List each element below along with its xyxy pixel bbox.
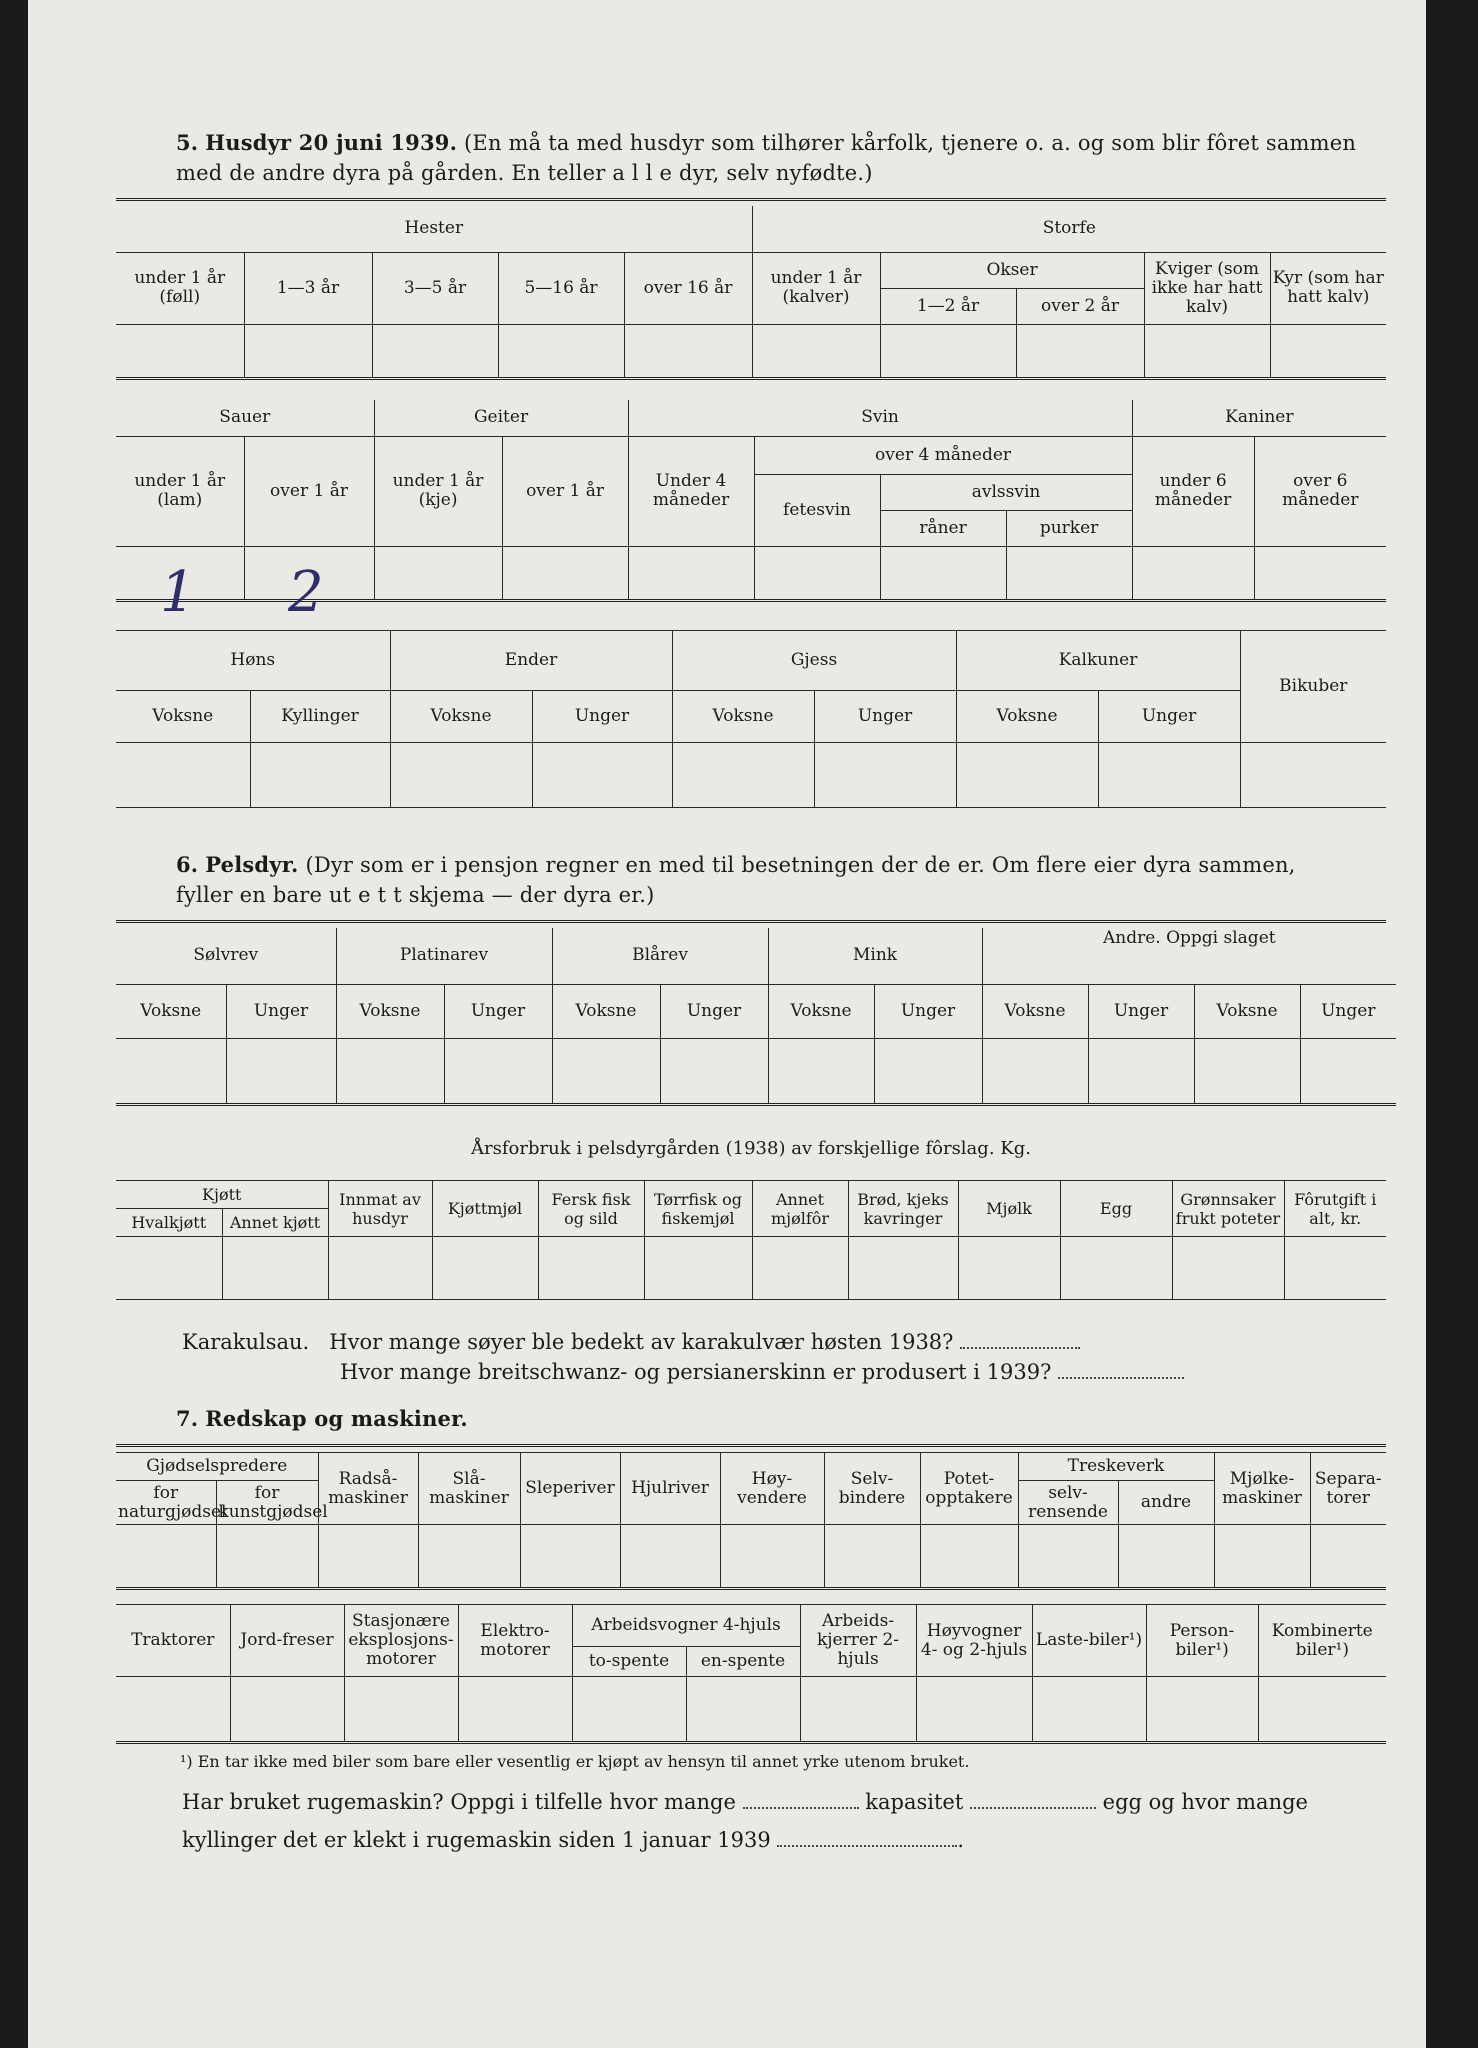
col-hest-over-16: over 16 år xyxy=(624,252,752,324)
cell-input[interactable] xyxy=(444,1038,552,1104)
col-fersk-fisk: Fersk fisk og sild xyxy=(538,1181,644,1237)
cell-input[interactable] xyxy=(116,1038,226,1104)
cell-input[interactable] xyxy=(520,1525,620,1589)
answer-line[interactable] xyxy=(970,1807,1096,1809)
section-number: 7. xyxy=(176,1406,199,1431)
col-hvalkjott: Hvalkjøtt xyxy=(116,1209,222,1237)
cell-input[interactable] xyxy=(1098,743,1240,808)
section-text: fyller en bare ut e t t skjema — der dyra er.) xyxy=(176,883,655,907)
cell-input[interactable] xyxy=(552,1038,660,1104)
section-5-heading xyxy=(176,128,1356,188)
col-lam: under 1 år (lam) xyxy=(116,436,244,546)
section-text: (En må ta med husdyr som tilhører kårfolk, tjenere o. a. og som blir fôret sammen xyxy=(464,131,1357,155)
cell-input[interactable] xyxy=(958,1237,1060,1300)
karakul-question-2 xyxy=(340,1358,1184,1386)
col-ender-voksne: Voksne xyxy=(390,691,532,743)
table-forbruk xyxy=(116,1180,1386,1300)
col-mjolkemaskiner: Mjølke-maskiner xyxy=(1214,1453,1310,1525)
cell-input[interactable] xyxy=(720,1525,824,1589)
col-kunstgjodsel: for kunstgjødsel xyxy=(216,1481,318,1525)
rugemaskin-question-1 xyxy=(182,1788,1392,1816)
col-okser-1-2: 1—2 år xyxy=(880,288,1016,324)
cell-input[interactable] xyxy=(1018,1525,1118,1589)
col-gjess-unger: Unger xyxy=(814,691,956,743)
cell-input[interactable] xyxy=(628,546,754,600)
col-andre: andre xyxy=(1118,1481,1214,1525)
cell-input[interactable] xyxy=(1016,324,1144,378)
cell-input[interactable] xyxy=(116,1677,230,1743)
cell-input[interactable] xyxy=(660,1038,768,1104)
cell-input[interactable] xyxy=(532,743,672,808)
cell-input[interactable] xyxy=(244,324,372,378)
header-storfe: Storfe xyxy=(752,206,1386,252)
cell-input[interactable] xyxy=(644,1237,752,1300)
col-hons-voksne: Voksne xyxy=(116,691,250,743)
cell-input[interactable] xyxy=(1214,1525,1310,1589)
cell-input[interactable] xyxy=(752,1237,848,1300)
col-selvrensende: selv-rensende xyxy=(1018,1481,1118,1525)
cell-input[interactable] xyxy=(880,546,1006,600)
col-innmat: Innmat av husdyr xyxy=(328,1181,432,1237)
cell-input[interactable] xyxy=(1194,1038,1300,1104)
cell-input[interactable] xyxy=(538,1237,644,1300)
col-svin-over-4: over 4 måneder xyxy=(754,436,1132,474)
cell-input[interactable] xyxy=(620,1525,720,1589)
cell-input[interactable] xyxy=(374,546,502,600)
handwritten-lam: 1 xyxy=(160,560,196,625)
answer-line[interactable] xyxy=(777,1845,957,1847)
col-torrfisk: Tørrfisk og fiskemjøl xyxy=(644,1181,752,1237)
header-svin: Svin xyxy=(628,400,1132,436)
col-okser-over-2: over 2 år xyxy=(1016,288,1144,324)
col-raner: råner xyxy=(880,510,1006,546)
divider xyxy=(116,198,1386,201)
col-potetopptakere: Potet-opptakere xyxy=(920,1453,1018,1525)
cell-input[interactable] xyxy=(800,1677,916,1743)
col-jordfreser: Jord-freser xyxy=(230,1605,344,1677)
header-platinarev: Platinarev xyxy=(336,928,552,984)
col-fetesvin: fetesvin xyxy=(754,474,880,546)
rugemaskin-text: Har bruket rugemaskin? Oppgi i tilfelle hvor mange xyxy=(182,1790,736,1814)
cell-input[interactable] xyxy=(982,1038,1088,1104)
col-gjess-voksne: Voksne xyxy=(672,691,814,743)
cell-input[interactable] xyxy=(390,743,532,808)
col-hest-3-5: 3—5 år xyxy=(372,252,498,324)
col-kombinerte-biler: Kombinerte biler¹) xyxy=(1258,1605,1386,1677)
col-kjott: Kjøtt xyxy=(116,1181,328,1209)
col-kyr: Kyr (som har hatt kalv) xyxy=(1270,252,1386,324)
col-brod: Brød, kjeks kavringer xyxy=(848,1181,958,1237)
cell-input[interactable] xyxy=(498,324,624,378)
answer-line[interactable] xyxy=(1058,1377,1184,1379)
col-lastebiler: Laste-biler¹) xyxy=(1032,1605,1146,1677)
col-sau-over-1: over 1 år xyxy=(244,436,374,546)
col-sleperiver: Sleperiver xyxy=(520,1453,620,1525)
table-pelsdyr xyxy=(116,928,1396,1106)
cell-input[interactable] xyxy=(336,1038,444,1104)
col-radsamaskiner: Radså-maskiner xyxy=(318,1453,418,1525)
col-hoyvogner: Høyvogner 4- og 2-hjuls xyxy=(916,1605,1032,1677)
header-hons: Høns xyxy=(116,631,390,691)
section-title: Redskap og maskiner. xyxy=(205,1406,468,1431)
forbruk-caption: Årsforbruk i pelsdyrgården (1938) av forskjellige fôrslag. Kg. xyxy=(471,1138,1031,1159)
col-kanin-under-6: under 6 måneder xyxy=(1132,436,1254,546)
cell-input[interactable] xyxy=(672,743,814,808)
col-egg: Egg xyxy=(1060,1181,1172,1237)
cell-input[interactable] xyxy=(216,1525,318,1589)
cell-input[interactable] xyxy=(916,1677,1032,1743)
col-kviger: Kviger (som ikke har hatt kalv) xyxy=(1144,252,1270,324)
col-gronnsaker: Grønnsaker frukt poteter xyxy=(1172,1181,1284,1237)
cell-input[interactable] xyxy=(1146,1677,1258,1743)
cell-input[interactable] xyxy=(874,1038,982,1104)
cell-input[interactable] xyxy=(1172,1237,1284,1300)
col-voksne: Voksne xyxy=(768,984,874,1038)
header-kaniner: Kaniner xyxy=(1132,400,1386,436)
cell-input[interactable] xyxy=(754,546,880,600)
col-kalver: under 1 år (kalver) xyxy=(752,252,880,324)
cell-input[interactable] xyxy=(116,1525,216,1589)
col-elektromotorer: Elektro-motorer xyxy=(458,1605,572,1677)
cell-input[interactable] xyxy=(222,1237,328,1300)
footnote: ¹) En tar ikke med biler som bare eller vesentlig er kjøpt av hensyn til annet yrke utenom bruket. xyxy=(180,1752,970,1771)
divider xyxy=(116,1444,1386,1447)
col-unger: Unger xyxy=(1300,984,1396,1038)
col-naturgjodsel: for naturgjødsel xyxy=(116,1481,216,1525)
rugemaskin-text: egg og hvor mange xyxy=(1102,1790,1308,1814)
cell-input[interactable] xyxy=(1060,1237,1172,1300)
cell-input[interactable] xyxy=(328,1237,432,1300)
cell-input[interactable] xyxy=(848,1237,958,1300)
col-kjottmjol: Kjøttmjøl xyxy=(432,1181,538,1237)
cell-input[interactable] xyxy=(824,1525,920,1589)
header-geiter: Geiter xyxy=(374,400,628,436)
header-kalkuner: Kalkuner xyxy=(956,631,1240,691)
col-okser: Okser xyxy=(880,252,1144,288)
cell-input[interactable] xyxy=(116,324,244,378)
cell-input[interactable] xyxy=(1006,546,1132,600)
divider xyxy=(116,920,1386,923)
cell-input[interactable] xyxy=(768,1038,874,1104)
cell-input[interactable] xyxy=(880,324,1016,378)
section-title: Pelsdyr. xyxy=(205,852,299,877)
col-slamaskiner: Slå-maskiner xyxy=(418,1453,520,1525)
answer-line[interactable] xyxy=(743,1807,859,1809)
cell-input[interactable] xyxy=(1310,1525,1386,1589)
cell-input[interactable] xyxy=(624,324,752,378)
table-traktorer xyxy=(116,1604,1386,1744)
section-number: 6. xyxy=(176,852,199,877)
col-unger: Unger xyxy=(444,984,552,1038)
header-hester: Hester xyxy=(116,206,752,252)
table-hester-storfe xyxy=(116,206,1386,380)
col-to-spente: to-spente xyxy=(572,1647,686,1677)
cell-input[interactable] xyxy=(250,743,390,808)
header-blarev: Blårev xyxy=(552,928,768,984)
col-hoyvendere: Høy-vendere xyxy=(720,1453,824,1525)
section-6-heading xyxy=(176,850,1296,910)
cell-input[interactable] xyxy=(458,1677,572,1743)
col-kalkun-voksne: Voksne xyxy=(956,691,1098,743)
cell-input[interactable] xyxy=(1270,324,1386,378)
col-purker: purker xyxy=(1006,510,1132,546)
cell-input[interactable] xyxy=(920,1525,1018,1589)
header-bikuber: Bikuber xyxy=(1240,631,1386,743)
header-ender: Ender xyxy=(390,631,672,691)
karakul-q2: Hvor mange breitschwanz- og persianerskinn er produsert i 1939? xyxy=(340,1360,1052,1384)
col-hjulriver: Hjulriver xyxy=(620,1453,720,1525)
karakul-question-1 xyxy=(182,1328,1080,1356)
col-gjodselspredere: Gjødselspredere xyxy=(116,1453,318,1481)
col-annet-kjott: Annet kjøtt xyxy=(222,1209,328,1237)
col-hest-5-16: 5—16 år xyxy=(498,252,624,324)
cell-input[interactable] xyxy=(432,1237,538,1300)
col-unger: Unger xyxy=(226,984,336,1038)
cell-input[interactable] xyxy=(344,1677,458,1743)
section-number: 5. xyxy=(176,130,199,155)
cell-input[interactable] xyxy=(226,1038,336,1104)
col-voksne: Voksne xyxy=(1194,984,1300,1038)
col-voksne: Voksne xyxy=(336,984,444,1038)
cell-input[interactable] xyxy=(686,1677,800,1743)
col-voksne: Voksne xyxy=(982,984,1088,1038)
col-avlssvin: avlssvin xyxy=(880,474,1132,510)
karakul-q1: Hvor mange søyer ble bedekt av karakulvær høsten 1938? xyxy=(329,1330,954,1354)
cell-input[interactable] xyxy=(116,743,250,808)
section-title: Husdyr 20 juni 1939. xyxy=(205,130,458,155)
col-voksne: Voksne xyxy=(116,984,226,1038)
header-solvrev: Sølvrev xyxy=(116,928,336,984)
col-stasjonaere-motorer: Stasjonære eksplosjons-motorer xyxy=(344,1605,458,1677)
table-redskap xyxy=(116,1452,1386,1590)
col-kje: under 1 år (kje) xyxy=(374,436,502,546)
col-kanin-over-6: over 6 måneder xyxy=(1254,436,1386,546)
section-text: med de andre dyra på gården. En teller a l l e dyr, selv nyfødte.) xyxy=(176,161,873,185)
handwritten-sau-over: 2 xyxy=(288,560,324,625)
cell-input[interactable] xyxy=(372,324,498,378)
rugemaskin-text: kyllinger det er klekt i rugemaskin siden 1 januar 1939 xyxy=(182,1828,771,1852)
header-gjess: Gjess xyxy=(672,631,956,691)
cell-input[interactable] xyxy=(1144,324,1270,378)
col-unger: Unger xyxy=(1088,984,1194,1038)
col-kalkun-unger: Unger xyxy=(1098,691,1240,743)
cell-input[interactable] xyxy=(1240,743,1386,808)
col-voksne: Voksne xyxy=(552,984,660,1038)
col-arbeidskjerrer: Arbeids-kjerrer 2-hjuls xyxy=(800,1605,916,1677)
cell-input[interactable] xyxy=(116,1237,222,1300)
cell-input[interactable] xyxy=(1132,546,1254,600)
section-7-heading xyxy=(176,1404,468,1434)
header-sauer: Sauer xyxy=(116,400,374,436)
karakul-label: Karakulsau. xyxy=(182,1330,310,1354)
cell-input[interactable] xyxy=(572,1677,686,1743)
section-text: (Dyr som er i pensjon regner en med til besetningen der de er. Om flere eier dyra sammen, xyxy=(305,853,1296,877)
cell-input[interactable] xyxy=(1032,1677,1146,1743)
cell-input[interactable] xyxy=(752,324,880,378)
col-ender-unger: Unger xyxy=(532,691,672,743)
cell-input[interactable] xyxy=(1300,1038,1396,1104)
col-hest-1-3: 1—3 år xyxy=(244,252,372,324)
col-unger: Unger xyxy=(660,984,768,1038)
rugemaskin-kapasitet: kapasitet xyxy=(865,1790,964,1814)
cell-input[interactable] xyxy=(1088,1038,1194,1104)
col-forutgift: Fôrutgift i alt, kr. xyxy=(1284,1181,1386,1237)
cell-input[interactable] xyxy=(1258,1677,1386,1743)
col-traktorer: Traktorer xyxy=(116,1605,230,1677)
cell-input[interactable] xyxy=(502,546,628,600)
col-treskeverk: Treskeverk xyxy=(1018,1453,1214,1481)
col-kyllinger: Kyllinger xyxy=(250,691,390,743)
col-separatorer: Separa-torer xyxy=(1310,1453,1386,1525)
col-svin-under-4: Under 4 måneder xyxy=(628,436,754,546)
cell-input[interactable] xyxy=(318,1525,418,1589)
col-en-spente: en-spente xyxy=(686,1647,800,1677)
cell-input[interactable] xyxy=(956,743,1098,808)
col-personbiler: Person-biler¹) xyxy=(1146,1605,1258,1677)
col-geit-over-1: over 1 år xyxy=(502,436,628,546)
answer-line[interactable] xyxy=(960,1347,1080,1349)
header-mink: Mink xyxy=(768,928,982,984)
table-fjorfe xyxy=(116,630,1386,808)
col-mjolk: Mjølk xyxy=(958,1181,1060,1237)
header-andre: Andre. Oppgi slaget xyxy=(982,928,1396,984)
cell-input[interactable] xyxy=(814,743,956,808)
cell-input[interactable] xyxy=(1118,1525,1214,1589)
rugemaskin-question-2: kyllinger det er klekt i rugemaskin siden 1 januar 1939 . xyxy=(182,1828,965,1852)
col-unger: Unger xyxy=(874,984,982,1038)
col-annet-mjolfor: Annet mjølfôr xyxy=(752,1181,848,1237)
col-arbeidsvogner: Arbeidsvogner 4-hjuls xyxy=(572,1605,800,1647)
col-selvbindere: Selv-bindere xyxy=(824,1453,920,1525)
cell-input[interactable] xyxy=(230,1677,344,1743)
col-foll: under 1 år (føll) xyxy=(116,252,244,324)
cell-input[interactable] xyxy=(418,1525,520,1589)
cell-input[interactable] xyxy=(1284,1237,1386,1300)
cell-input[interactable] xyxy=(1254,546,1386,600)
